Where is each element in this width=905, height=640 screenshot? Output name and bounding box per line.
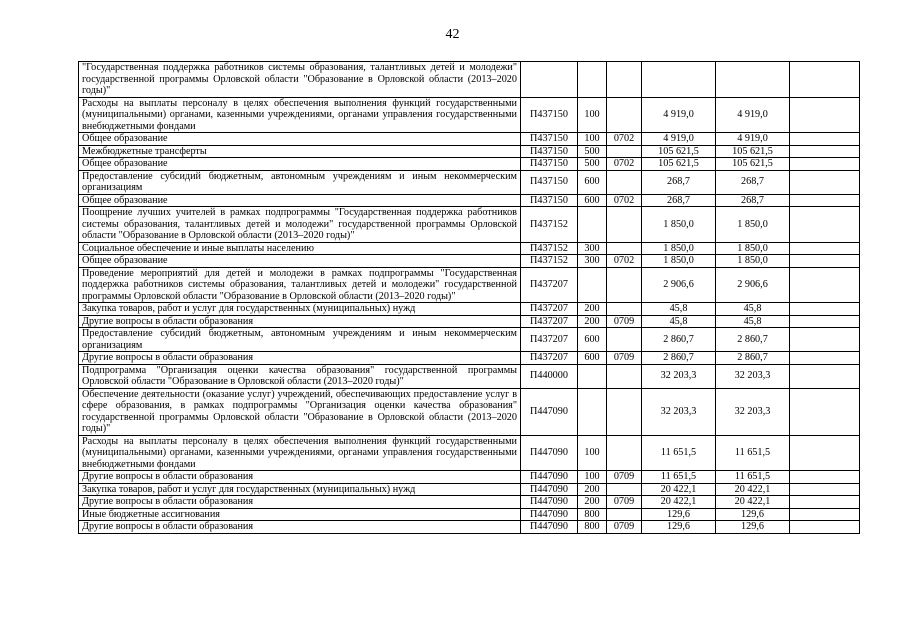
cell-sum-1: 4 919,0 [642,97,716,133]
cell-sum-2: 11 651,5 [716,435,790,471]
cell-name: Расходы на выплаты персоналу в целях обеспечения выполнения функций государственными (муниципальными) органами, казенными учреждениями, органами управления государственными внебюджетными фондами [79,435,521,471]
cell-target-code: П447090 [521,471,578,484]
cell-sum-2: 45,8 [716,315,790,328]
cell-sum-1: 2 860,7 [642,328,716,352]
cell-sum-1: 129,6 [642,521,716,534]
cell-empty [790,508,860,521]
cell-name: Межбюджетные трансферты [79,145,521,158]
table-row [79,207,860,243]
cell-empty [790,435,860,471]
cell-expense-type: 300 [578,242,607,255]
cell-sum-2: 105 621,5 [716,145,790,158]
cell-target-code: П437150 [521,170,578,194]
table-row [79,521,860,534]
cell-sum-1: 4 919,0 [642,133,716,146]
cell-section [607,483,642,496]
cell-sum-1: 11 651,5 [642,435,716,471]
cell-sum-1: 268,7 [642,170,716,194]
cell-empty [790,303,860,316]
cell-name: Предоставление субсидий бюджетным, автономным учреждениям и иным некоммерческим организациям [79,170,521,194]
cell-target-code: П447090 [521,521,578,534]
cell-section [607,242,642,255]
cell-sum-1: 45,8 [642,315,716,328]
cell-sum-2: 1 850,0 [716,255,790,268]
cell-name: Общее образование [79,133,521,146]
cell-empty [790,352,860,365]
table-row [79,170,860,194]
cell-section [607,435,642,471]
cell-target-code: П437207 [521,303,578,316]
cell-sum-2: 45,8 [716,303,790,316]
cell-name: Подпрограмма "Организация оценки качества образования" государственной программы Орловской области "Образование в Орловской области (2013–2020 годы)" [79,364,521,388]
cell-section: 0709 [607,315,642,328]
table-row [79,97,860,133]
cell-expense-type: 100 [578,97,607,133]
cell-sum-2: 2 860,7 [716,352,790,365]
cell-expense-type: 600 [578,352,607,365]
cell-empty [790,267,860,303]
cell-sum-1: 45,8 [642,303,716,316]
cell-expense-type: 200 [578,496,607,509]
table-row [79,388,860,435]
cell-expense-type: 500 [578,145,607,158]
cell-section [607,508,642,521]
cell-target-code: П437150 [521,97,578,133]
cell-sum-2: 1 850,0 [716,242,790,255]
cell-target-code: П437207 [521,315,578,328]
cell-section [607,97,642,133]
cell-empty [790,97,860,133]
cell-expense-type: 600 [578,328,607,352]
cell-section [607,364,642,388]
cell-expense-type: 100 [578,133,607,146]
cell-sum-1: 32 203,3 [642,364,716,388]
cell-target-code: П437152 [521,255,578,268]
budget-table [78,61,860,534]
cell-section [607,207,642,243]
cell-sum-2: 20 422,1 [716,496,790,509]
table-row [79,508,860,521]
cell-name: Закупка товаров, работ и услуг для государственных (муниципальных) нужд [79,483,521,496]
table-row [79,267,860,303]
cell-sum-1: 129,6 [642,508,716,521]
cell-name: Общее образование [79,158,521,171]
cell-target-code: П437152 [521,207,578,243]
cell-target-code: П447090 [521,496,578,509]
table-row [79,483,860,496]
cell-expense-type: 200 [578,483,607,496]
cell-sum-1: 32 203,3 [642,388,716,435]
cell-name: Поощрение лучших учителей в рамках подпрограммы "Государственная поддержка работников системы образования, талантливых детей и молодежи" государственной программы Орловской области "Образование в Орловской области (2013–2020 годы)" [79,207,521,243]
cell-name: Другие вопросы в области образования [79,521,521,534]
cell-target-code: П447090 [521,435,578,471]
cell-empty [790,145,860,158]
cell-name: Общее образование [79,255,521,268]
cell-sum-1: 268,7 [642,194,716,207]
cell-expense-type [578,207,607,243]
cell-target-code: П437150 [521,133,578,146]
cell-expense-type [578,364,607,388]
cell-sum-1: 1 850,0 [642,207,716,243]
cell-name: Закупка товаров, работ и услуг для государственных (муниципальных) нужд [79,303,521,316]
cell-section [607,145,642,158]
cell-name: Проведение мероприятий для детей и молодежи в рамках подпрограммы "Государственная поддержка работников системы образования, талантливых детей и молодежи" государственной программы Орловской области "Образование в Орловской области (2013–2020 годы)" [79,267,521,303]
cell-target-code: П437207 [521,328,578,352]
cell-name: Социальное обеспечение и иные выплаты населению [79,242,521,255]
cell-expense-type: 800 [578,508,607,521]
table-row [79,364,860,388]
cell-expense-type: 100 [578,471,607,484]
cell-expense-type: 600 [578,194,607,207]
cell-section [607,388,642,435]
cell-sum-1: 105 621,5 [642,145,716,158]
cell-empty [790,328,860,352]
cell-expense-type [578,267,607,303]
table-row [79,145,860,158]
cell-section: 0702 [607,133,642,146]
cell-target-code: П447090 [521,388,578,435]
cell-empty [790,471,860,484]
cell-empty [790,496,860,509]
cell-sum-2: 1 850,0 [716,207,790,243]
cell-target-code: П437207 [521,352,578,365]
cell-empty [790,62,860,98]
cell-empty [790,521,860,534]
cell-target-code: П437150 [521,158,578,171]
cell-sum-1: 2 906,6 [642,267,716,303]
cell-target-code: П440000 [521,364,578,388]
table-row [79,158,860,171]
table-row [79,496,860,509]
cell-sum-2: 2 906,6 [716,267,790,303]
cell-sum-1: 1 850,0 [642,242,716,255]
cell-sum-2: 2 860,7 [716,328,790,352]
cell-expense-type: 200 [578,315,607,328]
cell-sum-2: 4 919,0 [716,97,790,133]
cell-section: 0709 [607,352,642,365]
cell-expense-type [578,62,607,98]
cell-name: Расходы на выплаты персоналу в целях обеспечения выполнения функций государственными (муниципальными) органами, казенными учреждениями, органами управления государственными внебюджетными фондами [79,97,521,133]
cell-section [607,62,642,98]
cell-sum-1: 105 621,5 [642,158,716,171]
cell-expense-type: 500 [578,158,607,171]
cell-expense-type: 800 [578,521,607,534]
cell-empty [790,255,860,268]
cell-name: Иные бюджетные ассигнования [79,508,521,521]
cell-section [607,328,642,352]
cell-sum-2: 11 651,5 [716,471,790,484]
cell-target-code: П447090 [521,483,578,496]
cell-target-code [521,62,578,98]
table-row [79,194,860,207]
cell-sum-2: 129,6 [716,521,790,534]
cell-name: "Государственная поддержка работников системы образования, талантливых детей и молодежи" государственной программы Орловской области "Образование в Орловской области (2013–2020 годы)" [79,62,521,98]
table-row [79,255,860,268]
cell-section: 0709 [607,496,642,509]
table-row [79,242,860,255]
page-number: 42 [445,27,460,42]
cell-section: 0702 [607,255,642,268]
cell-expense-type: 300 [578,255,607,268]
table-row [79,352,860,365]
cell-sum-1: 11 651,5 [642,471,716,484]
cell-sum-2: 105 621,5 [716,158,790,171]
cell-empty [790,242,860,255]
cell-section [607,267,642,303]
cell-empty [790,133,860,146]
cell-name: Предоставление субсидий бюджетным, автономным учреждениям и иным некоммерческим организациям [79,328,521,352]
cell-section [607,170,642,194]
cell-sum-2: 32 203,3 [716,364,790,388]
cell-target-code: П437152 [521,242,578,255]
cell-sum-1: 2 860,7 [642,352,716,365]
cell-section: 0709 [607,471,642,484]
cell-sum-1: 1 850,0 [642,255,716,268]
cell-sum-1: 20 422,1 [642,483,716,496]
cell-name: Другие вопросы в области образования [79,315,521,328]
cell-expense-type: 600 [578,170,607,194]
cell-empty [790,207,860,243]
table-row [79,471,860,484]
cell-empty [790,364,860,388]
cell-expense-type: 200 [578,303,607,316]
cell-section: 0702 [607,194,642,207]
cell-empty [790,315,860,328]
table-row [79,303,860,316]
cell-empty [790,194,860,207]
cell-section [607,303,642,316]
cell-name: Другие вопросы в области образования [79,352,521,365]
cell-expense-type [578,388,607,435]
cell-empty [790,158,860,171]
cell-name: Общее образование [79,194,521,207]
cell-target-code: П447090 [521,508,578,521]
cell-target-code: П437150 [521,145,578,158]
cell-sum-2: 20 422,1 [716,483,790,496]
cell-target-code: П437150 [521,194,578,207]
cell-name: Обеспечение деятельности (оказание услуг) учреждений, обеспечивающих предоставление услуг в сфере образования, в рамках подпрограммы "Организация оценки качества образования" государственной программы Орловской области "Образование в Орловской области (2013–2020 годы)" [79,388,521,435]
cell-target-code: П437207 [521,267,578,303]
cell-sum-2 [716,62,790,98]
cell-name: Другие вопросы в области образования [79,496,521,509]
cell-sum-2: 32 203,3 [716,388,790,435]
cell-expense-type: 100 [578,435,607,471]
cell-sum-2: 268,7 [716,170,790,194]
cell-sum-1 [642,62,716,98]
table-row [79,435,860,471]
cell-sum-1: 20 422,1 [642,496,716,509]
cell-empty [790,388,860,435]
cell-sum-2: 4 919,0 [716,133,790,146]
table-row [79,133,860,146]
cell-section: 0702 [607,158,642,171]
table-row [79,62,860,98]
cell-empty [790,483,860,496]
cell-sum-2: 129,6 [716,508,790,521]
table-row [79,315,860,328]
cell-section: 0709 [607,521,642,534]
table-row [79,328,860,352]
cell-empty [790,170,860,194]
cell-name: Другие вопросы в области образования [79,471,521,484]
cell-sum-2: 268,7 [716,194,790,207]
